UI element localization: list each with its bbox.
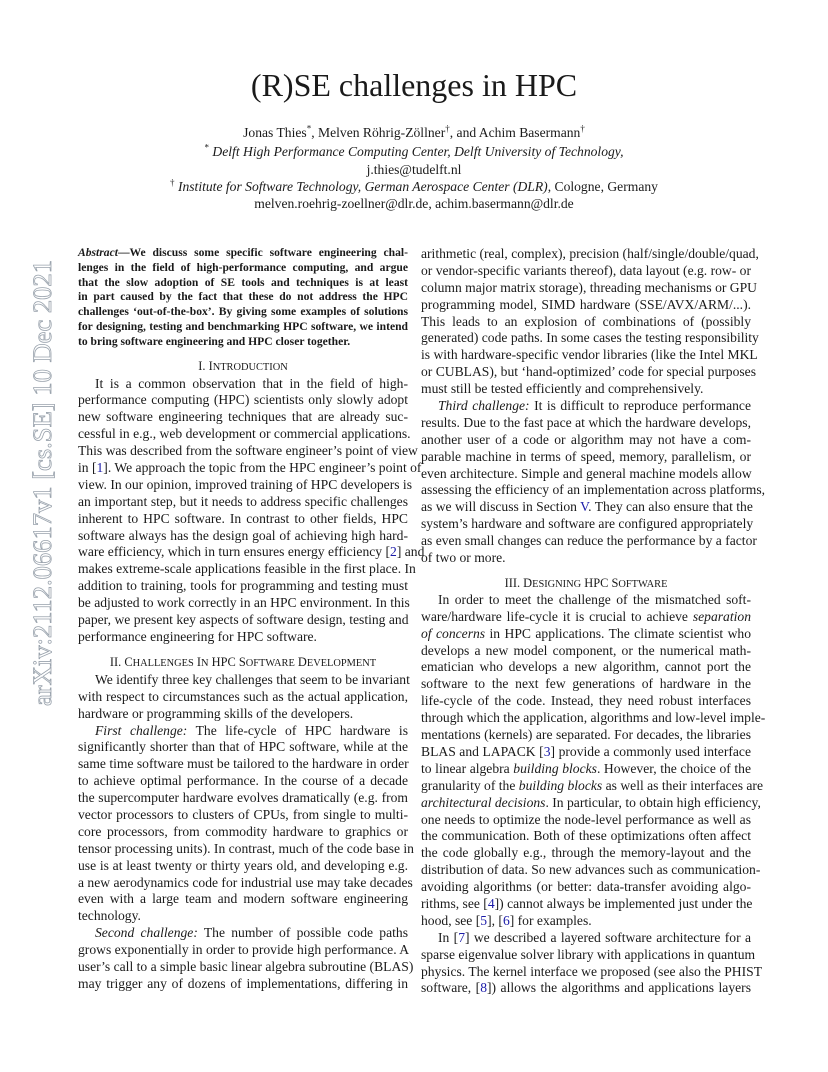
text-line: This was described from the software engineer’s point of view [78,443,418,459]
text-line: It is a common observation that in the field of high- [95,375,408,391]
text-line: the communication. Both of these optimizations often affect [421,828,751,844]
text-line: Third challenge: It is difficult to reproduce performance [438,398,751,414]
text-line: is with hardware-specific vendor libraries (like the Intel MKL [421,347,758,363]
text-line: be adjusted to work correctly in an HPC environment. In this [78,595,410,611]
author-email-1[interactable]: j.thies@tudelft.nl [366,162,462,177]
text-line: software, [8]) allows the algorithms and applications layers [421,980,751,996]
arxiv-identifier-stamp [24,258,58,708]
left-text-column [78,246,425,993]
abstract-block [78,246,408,350]
abstract-line: for designing, testing and benchmarking HPC software, we intend [78,319,408,333]
text-line: of concerns in HPC applications. The climate scientist who [421,625,752,641]
text-line: ware efficiency, which in turn ensures energy efficiency [2] and [78,544,425,560]
text-line: a new aerodynamics code for industrial use may take decades [78,874,413,890]
text-line: may trigger any of dozens of implementations, differing in [78,975,408,991]
text-line: or vendor-specific variants thereof), data layout (e.g. row- or [421,262,751,278]
section-heading: I. INTRODUCTION [198,358,288,373]
text-line: to linear algebra building blocks. However, the choice of the [421,760,751,776]
text-line: user’s call to a simple basic linear algebra subroutine (BLAS) [78,958,414,974]
text-line: First challenge: The life-cycle of HPC hardware is [95,722,408,738]
abstract-line: Abstract—We discuss some specific software engineering chal- [78,246,408,259]
text-line: hardware or programming skills of the developers. [78,705,354,721]
text-line: core processors, from commodity hardware to graphics or [78,823,408,839]
section-heading: II. CHALLENGES IN HPC SOFTWARE DEVELOPMENT [109,654,377,669]
text-line: In order to meet the challenge of the mismatched soft- [438,591,751,607]
abstract-line: that the slow adoption of SE tools and techniques is at least [78,275,408,289]
text-line: column major matrix storage), threading mechanisms or GPU [421,279,757,295]
abstract-line: lenges in the field of high-performance computing, and argue [78,260,408,274]
text-line: software always has the design goal of achieving high hard- [78,527,408,543]
text-line: avoiding algorithms (or better: data-transfer avoiding algo- [421,879,751,895]
text-line: of two or more. [421,550,506,566]
abstract-line: to bring software engineering and HPC closer together. [78,334,351,348]
text-line: significantly shorter than that of HPC software, while at the [78,739,408,755]
text-line: develops a new model component, or the numerical math- [421,642,751,658]
text-line: must still be tested efficiently and comprehensively. [421,381,704,397]
text-line: granularity of the building blocks as well as their interfaces are [421,777,763,793]
text-line: parable machine in terms of speed, memory, parallelism, or [421,448,751,464]
section-heading: III. DESIGNING HPC SOFTWARE [504,575,668,590]
text-line: same time software must be tailored to the hardware in order [78,756,409,772]
text-line: new software engineering techniques that are already suc- [78,409,408,425]
text-line: results. Due to the fast pace at which the hardware develops, [421,414,751,430]
text-line: vector processors to clusters of CPUs, from single to multi- [78,806,408,822]
text-line: through which the application, algorithms and low-level imple- [421,710,766,726]
text-line: performance engineering for HPC software. [78,628,317,644]
svg-text:arXiv:2112.06617v1 [cs.SE] 1: arXiv:2112.06617v1 [cs.SE] 10 Dec 2021 [28,269,57,706]
abstract-line: challenges ‘out-of-the-box’. By giving some examples of solutions [78,305,408,319]
text-line: even with a large team and modern software engineering [78,891,408,907]
text-line: tensor processing units). In contrast, much of the code base in [78,840,414,856]
text-line: ematician who develops a new algorithm, cannot port the [421,659,751,675]
text-line: another user of a code or algorithm may not have a com- [421,431,751,447]
author-names: Jonas Thies*, Melven Röhrig-Zöllner†, and Achim Basermann† [243,123,585,140]
abstract-line: in part caused by the fact that these do not address the HPC [78,290,408,304]
text-line: BLAS and LAPACK [3] provide a commonly used interface [421,743,751,759]
text-line: arithmetic (real, complex), precision (half/single/double/quad, [421,246,759,261]
text-line: programming model, SIMD hardware (SSE/AVX/ARM/...). [421,296,751,312]
text-line: ware/hardware life-cycle it is crucial to achieve separation [421,608,751,624]
text-line: rithms, see [4]) cannot always be implemented just under the [421,895,753,911]
text-line: architectural decisions. In particular, to obtain high efficiency, [421,794,761,810]
text-line: We identify three key challenges that seem to be invariant [95,671,410,687]
paragraph-gap [78,646,408,654]
text-line: In [7] we described a layered software architecture for a [438,929,751,945]
text-line: grows exponentially in order to provide high performance. A [78,942,410,958]
affiliation-1: * Delft High Performance Computing Center, Delft University of Technology, [204,142,624,159]
text-line: to achieve optimal performance. In the course of a decade [78,773,408,789]
text-line: in [1]. We approach the topic from the HPC engineer’s point of [78,460,422,476]
text-line: addition to training, tools for programming and testing must [78,578,408,594]
text-line: with respect to circumstances such as the actual application, [78,688,408,704]
text-line: inherent to HPC software. In contrast to other fields, HPC [78,510,408,526]
author-email-2[interactable]: melven.roehrig-zoellner@dlr.de, achim.basermann@dlr.de [254,196,574,211]
text-line: as we will discuss in Section V. They can also ensure that the [421,499,753,515]
text-line: hood, see [5], [6] for examples. [421,912,592,928]
text-line: physics. The kernel interface we proposed (see also the PHIST [421,963,762,979]
text-line: technology. [78,908,141,924]
text-line: system’s hardware and software are configured appropriately [421,516,754,532]
text-line: view. In our opinion, improved training of HPC developers is [78,476,413,492]
text-line: assessing the efficiency of an implementation across platforms, [421,482,766,498]
text-line: or CUBLAS), but ‘hand-optimized’ code for special purposes [421,364,756,380]
affiliation-2: † Institute for Software Technology, German Aerospace Center (DLR), Cologne, Germany [170,177,658,194]
text-line: distribution of data. So new advances such as communication- [421,862,761,878]
right-text-column [421,246,766,997]
text-line: generated) code paths. In some cases the testing responsibility [421,330,759,346]
text-line: paper, we present key aspects of software design, testing and [78,612,409,628]
text-line: Second challenge: The number of possible code paths [95,925,408,941]
paragraph-gap [78,350,408,358]
text-line: one needs to optimize the node-level performance as well as [421,811,751,827]
text-line: cessful in e.g., web development or commercial applications. [78,426,411,442]
text-line: This leads to an explosion of combinations of (possibly [421,313,751,329]
paragraph-gap [421,567,751,575]
text-line: even architecture. Simple and general machine models allow [421,465,752,481]
text-line: the supercomputer hardware evolves dramatically (e.g. from [78,790,408,806]
text-line: makes extreme-scale applications feasible in the first place. In [78,561,416,577]
text-line: as even small changes can reduce the performance by a factor [421,533,757,549]
text-line: sparse eigenvalue solver library with applications in quantum [421,946,756,962]
text-line: mentations (kernels) are separated. For decades, the libraries [421,727,751,743]
paper-title: (R)SE challenges in HPC [250,67,578,103]
text-line: the code globally e.g., through the memory-layout and the [421,845,751,861]
author-list [0,124,828,141]
text-line: use is at least twenty or thirty years old, and developing e.g. [78,857,408,873]
text-line: life-cycle of the code. Instead, they need robust interfaces [421,693,751,709]
text-line: performance computing (HPC) scientists only slowly adopt [78,392,408,408]
text-line: software to the next few generations of hardware in the [421,676,751,692]
text-line: an important step, but it needs to address specific challenges [78,493,408,509]
